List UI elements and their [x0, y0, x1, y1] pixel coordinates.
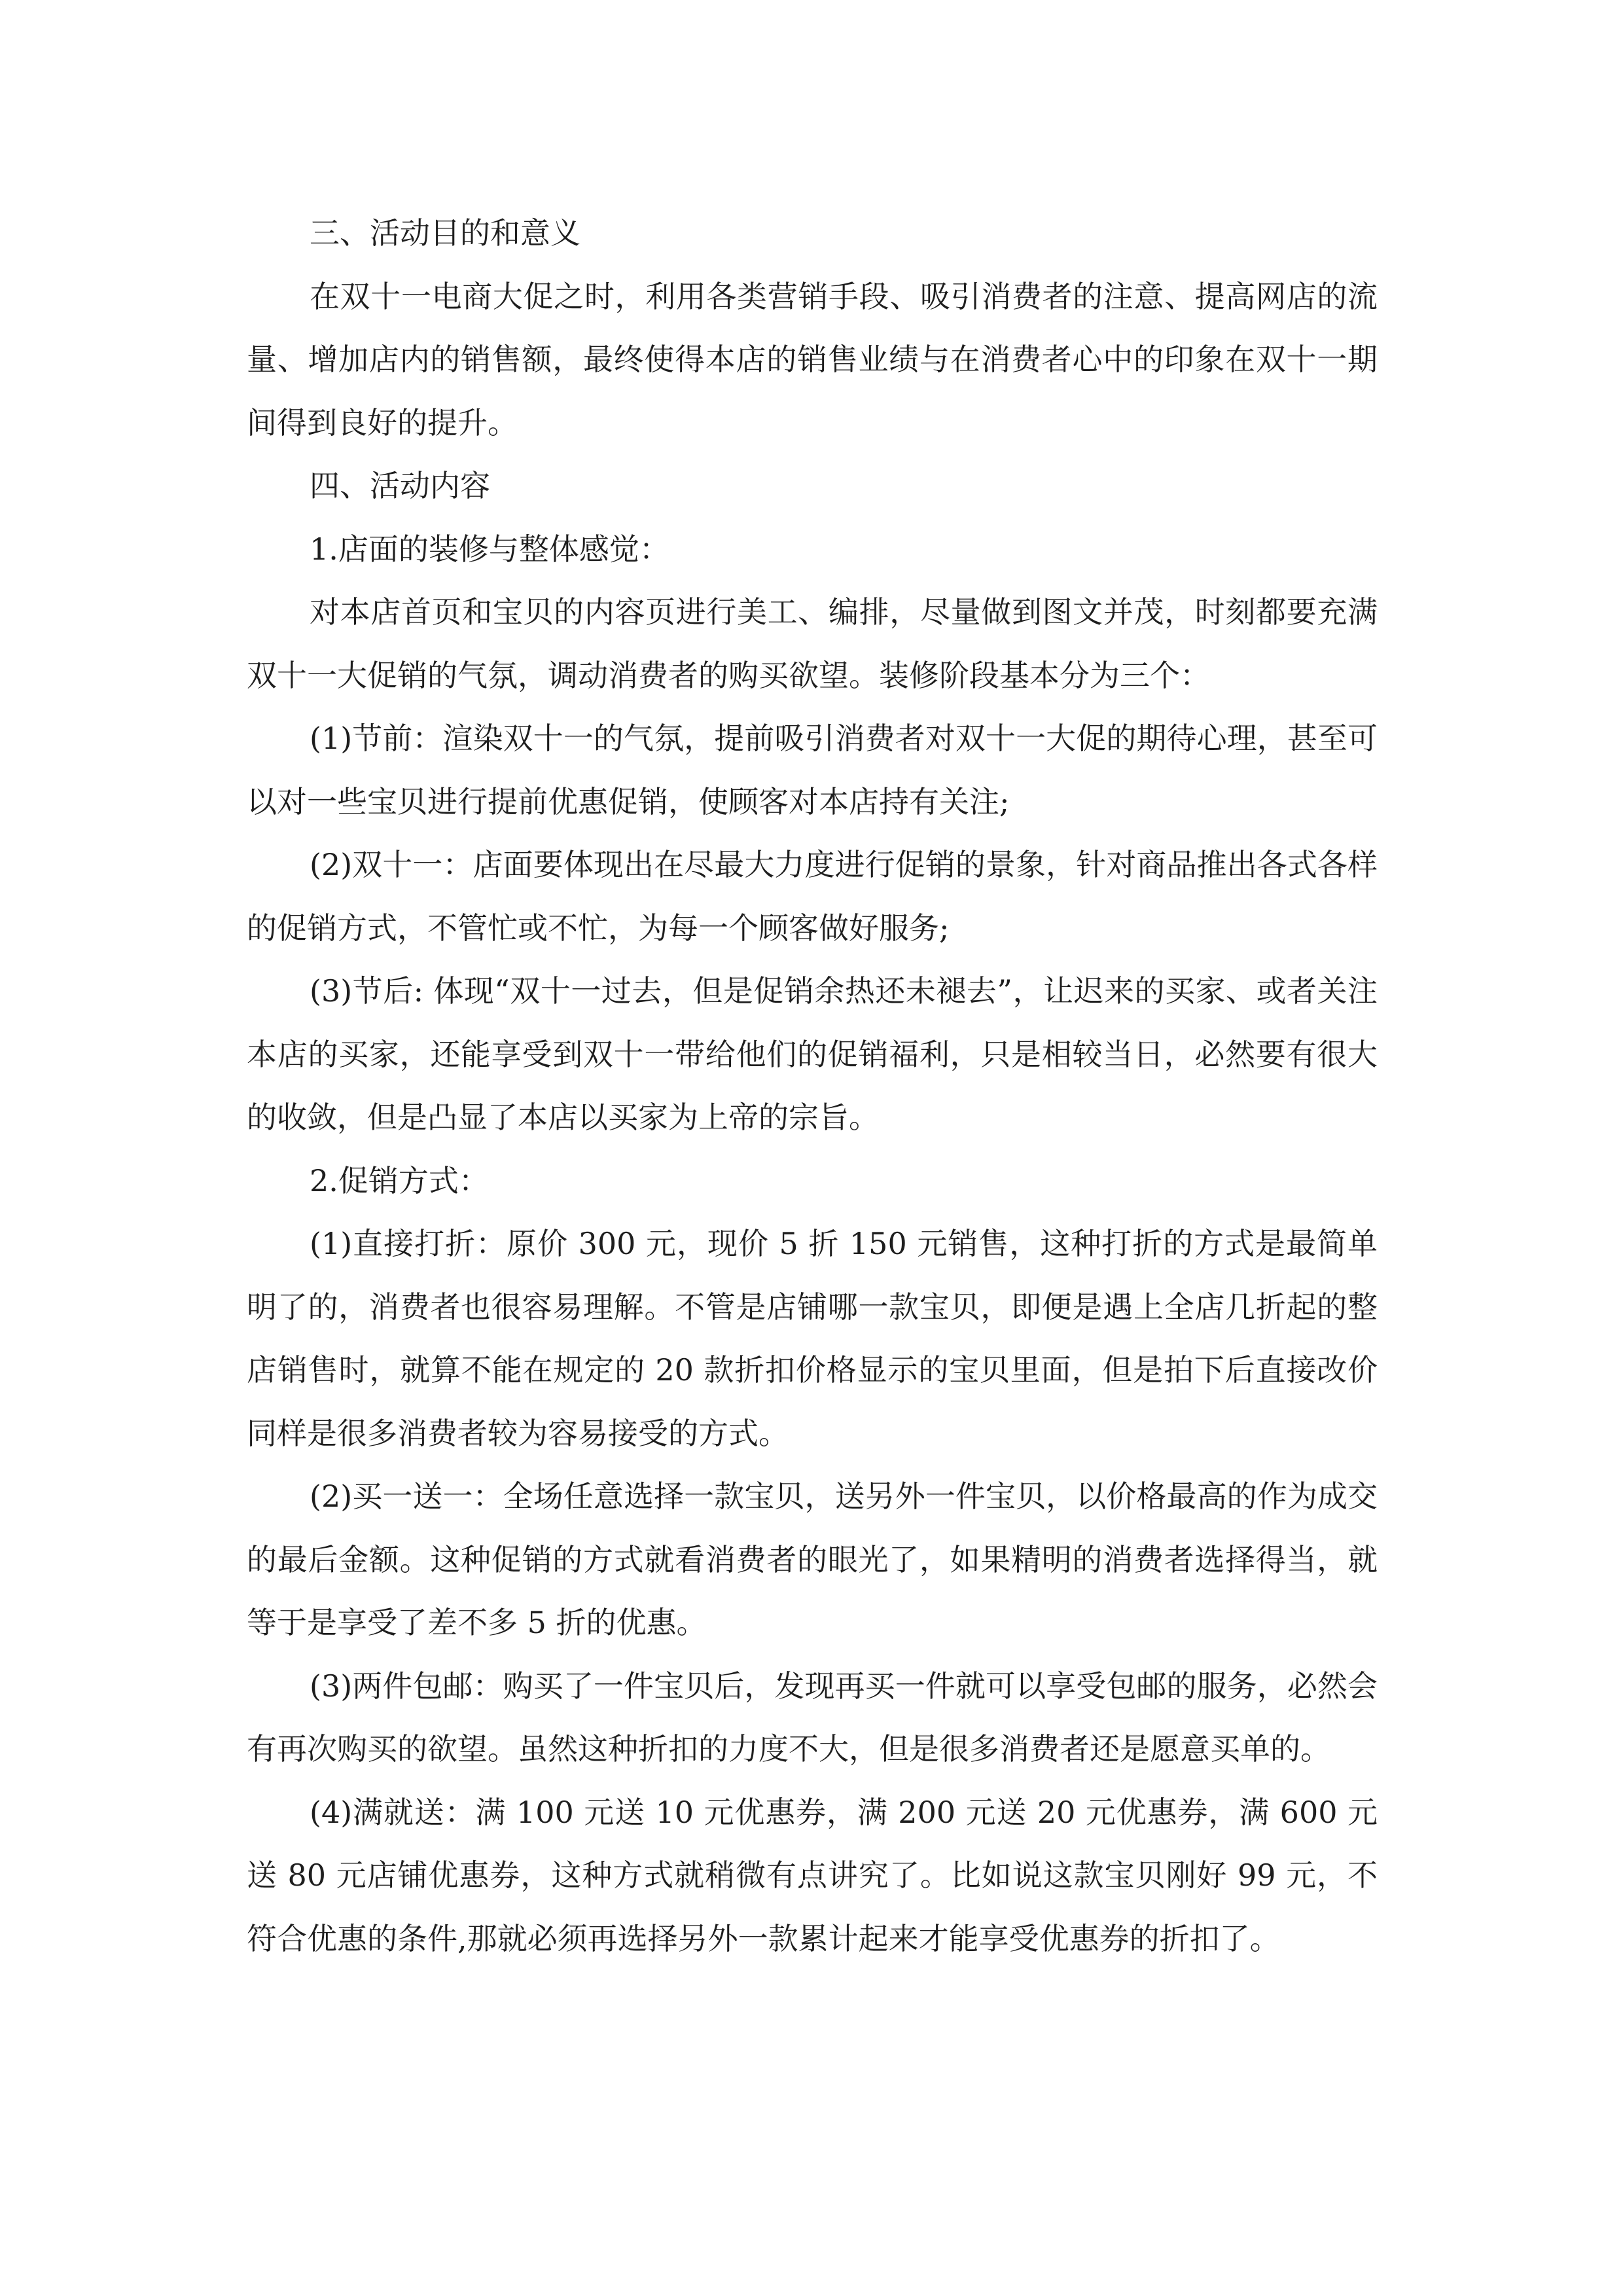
section-heading-content: 四、活动内容	[310, 468, 490, 503]
paragraph-purpose: 在双十一电商大促之时，利用各类营销手段、吸引消费者的注意、提高网店的流量、增加店内的销售额，最终使得本店的销售业绩与在消费者心中的印象在双十一期间得到良好的提升。	[247, 278, 1378, 440]
list-item-double-eleven: (2)双十一：店面要体现出在尽最大力度进行促销的景象，针对商品推出各式各样的促销方式，不管忙或不忙，为每一个顾客做好服务;	[247, 847, 1378, 946]
list-item-buy-one-get-one: (2)买一送一：全场任意选择一款宝贝，送另外一件宝贝，以价格最高的作为成交的最后金额。这种促销的方式就看消费者的眼光了，如果精明的消费者选择得当，就等于是享受了差不多 5 折的优惠。	[247, 1479, 1378, 1640]
list-item-post-festival: (3)节后: 体现“双十一过去，但是促销余热还未褪去”，让迟来的买家、或者关注本店的买家，还能享受到双十一带给他们的促销福利，只是相较当日，必然要有很大的收敛，但是凸显了本店以买家为上帝的宗旨。	[247, 973, 1378, 1135]
subheading-store-decoration: 1.店面的装修与整体感觉：	[310, 531, 669, 567]
subheading-promotion-methods: 2.促销方式：	[310, 1162, 489, 1198]
list-item-pre-festival: (1)节前：渲染双十一的气氛，提前吸引消费者对双十一大促的期待心理，甚至可以对一些宝贝进行提前优惠促销，使顾客对本店持有关注;	[247, 721, 1378, 819]
document-body	[247, 202, 1378, 1970]
list-item-direct-discount: (1)直接打折：原价 300 元，现价 5 折 150 元销售，这种打折的方式是最简单明了的，消费者也很容易理解。不管是店铺哪一款宝贝，即便是遇上全店几折起的整店销售时，就算不能在规定的 20 款折扣价格显示的宝贝里面，但是拍下后直接改价同样是很多消费者较为容易接受的方式。	[247, 1226, 1378, 1451]
paragraph-decoration-overview: 对本店首页和宝贝的内容页进行美工、编排，尽量做到图文并茂，时刻都要充满双十一大促销的气氛，调动消费者的购买欲望。装修阶段基本分为三个：	[247, 594, 1378, 693]
list-item-spend-and-get: (4)满就送：满 100 元送 10 元优惠券，满 200 元送 20 元优惠券，满 600 元送 80 元店铺优惠券，这种方式就稍微有点讲究了。比如说这款宝贝刚好 99 元，不符合优惠的条件,那就必须再选择另外一款累计起来才能享受优惠券的折扣了。	[247, 1794, 1378, 1956]
section-heading-purpose: 三、活动目的和意义	[310, 215, 580, 251]
list-item-free-shipping: (3)两件包邮：购买了一件宝贝后，发现再买一件就可以享受包邮的服务，必然会有再次购买的欲望。虽然这种折扣的力度不大，但是很多消费者还是愿意买单的。	[247, 1668, 1378, 1767]
